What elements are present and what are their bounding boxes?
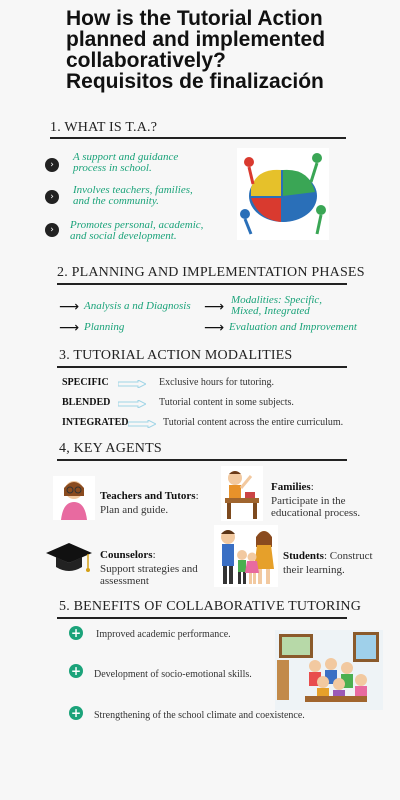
section-1-item-3: Promotes personal, academic, and social development. <box>70 219 204 242</box>
modality-label-blended: BLENDED <box>62 397 111 408</box>
phase-evaluation: Evaluation and Improvement <box>229 321 357 333</box>
agent-teachers: Teachers and Tutors: Plan and guide. <box>100 490 199 516</box>
section-1-divider <box>50 137 346 139</box>
page-title <box>66 8 386 92</box>
modality-text-integrated: Tutorial content across the entire curriculum. <box>163 417 344 428</box>
arrow-right-icon: ⟶ <box>59 299 80 315</box>
classroom-illustration <box>275 630 383 710</box>
plus-icon: + <box>70 626 82 640</box>
section-5-heading: 5. BENEFITS OF COLLABORATIVE TUTORING <box>59 599 362 614</box>
arrow-right-icon: ⟶ <box>204 299 225 315</box>
phase-analysis: Analysis a nd Diagnosis <box>84 300 191 312</box>
students-family-illustration <box>214 525 278 587</box>
phase-modalities: Modalities: Specific, Mixed, Integrated <box>231 294 323 317</box>
arrow-right-icon <box>118 400 146 408</box>
modality-label-specific: SPECIFIC <box>62 377 109 388</box>
chevron-right-icon: › <box>45 190 59 204</box>
section-5-divider <box>57 617 347 619</box>
section-2-divider <box>57 283 347 285</box>
plus-icon: + <box>70 706 82 720</box>
arrow-right-icon: ⟶ <box>59 320 80 336</box>
arrow-right-icon: ⟶ <box>204 320 225 336</box>
modality-label-integrated: INTEGRATED <box>62 417 129 428</box>
title-line-3: collaboratively? <box>66 49 226 72</box>
section-1-item-1: A support and guidance process in school. <box>73 151 179 174</box>
puzzle-people-illustration <box>237 148 329 240</box>
title-line-4: Requisitos de finalización <box>66 70 324 93</box>
section-4-divider <box>57 459 347 461</box>
modality-text-specific: Exclusive hours for tutoring. <box>159 377 274 388</box>
section-3-divider <box>57 366 347 368</box>
agent-counselors: Counselors: Support strategies and assessment <box>100 549 198 587</box>
chevron-right-icon: › <box>45 223 59 237</box>
section-1-heading: 1. WHAT IS T.A.? <box>50 120 158 135</box>
agent-families: Families: Participate in the educational process. <box>271 481 361 519</box>
teacher-illustration <box>53 476 95 520</box>
section-1-item-2: Involves teachers, families, and the community. <box>73 184 193 207</box>
benefit-2: Development of socio-emotional skills. <box>94 669 252 680</box>
benefit-3: Strengthening of the school climate and coexistence. <box>94 710 305 721</box>
section-3-heading: 3. TUTORIAL ACTION MODALITIES <box>59 348 293 363</box>
family-desk-illustration <box>221 466 263 521</box>
phase-planning: Planning <box>84 321 125 333</box>
arrow-right-icon <box>118 380 146 388</box>
agent-students: Students: Construct their learning. <box>283 550 373 576</box>
title-line-1: How is the Tutorial Action <box>66 7 323 30</box>
section-2-heading: 2. PLANNING AND IMPLEMENTATION PHASES <box>57 265 365 280</box>
chevron-right-icon: › <box>45 158 59 172</box>
benefit-1: Improved academic performance. <box>96 629 231 640</box>
arrow-right-icon <box>128 420 156 428</box>
modality-text-blended: Tutorial content in some subjects. <box>159 397 294 408</box>
section-4-heading: 4, KEY AGENTS <box>59 441 162 456</box>
title-line-2: planned and implemented <box>66 28 326 51</box>
plus-icon: + <box>70 664 82 678</box>
graduation-cap-icon <box>44 539 94 579</box>
